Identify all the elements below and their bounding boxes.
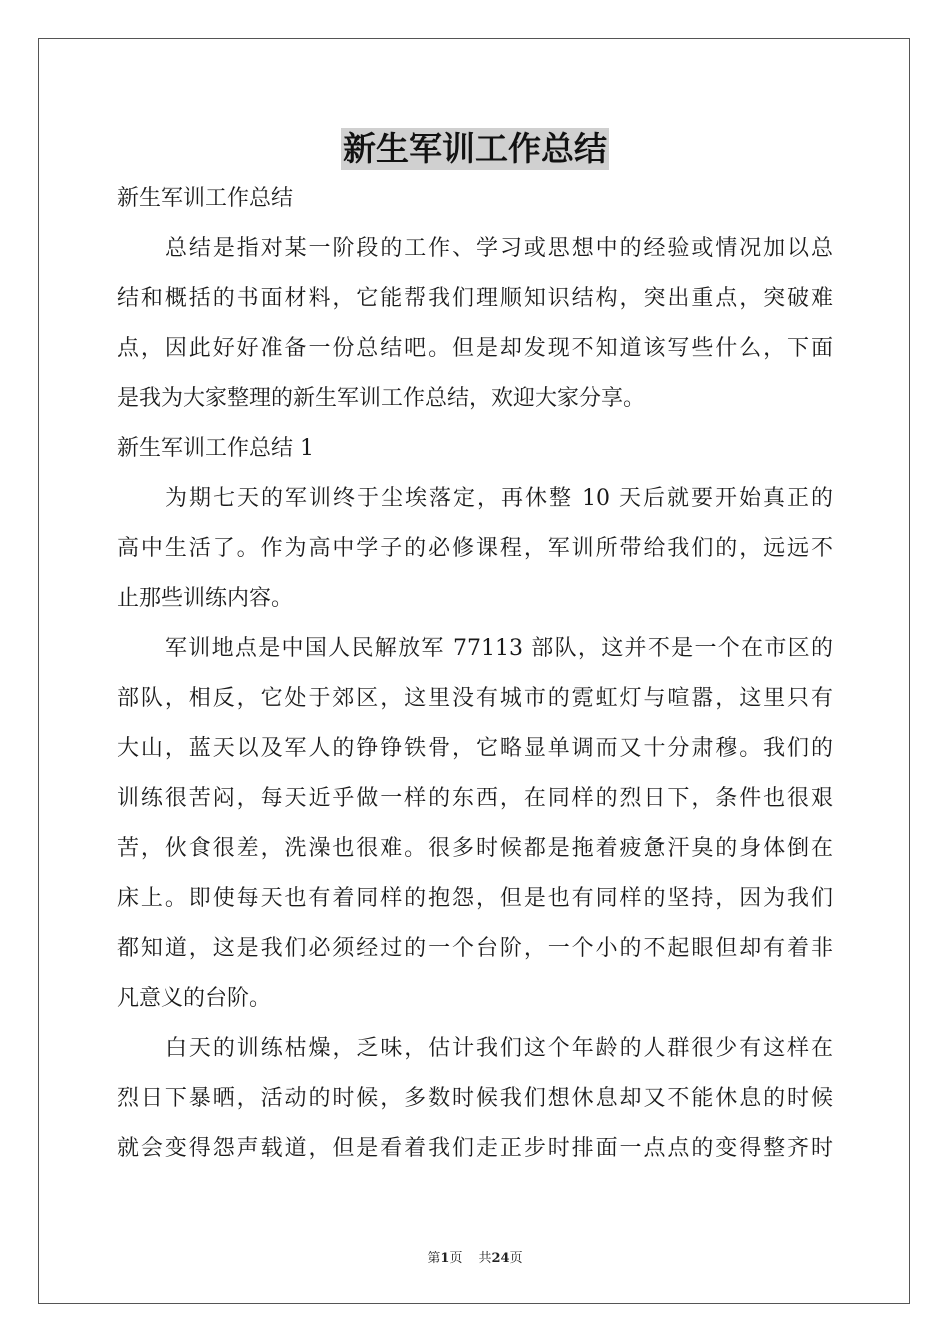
paragraph-line: 点，因此好好准备一份总结吧。但是却发现不知道该写些什么，下面 <box>117 336 833 361</box>
paragraph-line: 就会变得怨声载道，但是看着我们走正步时排面一点点的变得整齐时 <box>117 1136 833 1161</box>
page-title: 新生军训工作总结 <box>343 129 607 168</box>
paragraph-line: 苦，伙食很差，洗澡也很难。很多时候都是拖着疲惫汗臭的身体倒在 <box>117 836 833 861</box>
page-prefix: 第 <box>427 1251 441 1266</box>
page-suffix: 页 <box>449 1251 463 1266</box>
paragraph-line: 高中生活了。作为高中学子的必修课程，军训所带给我们的，远远不 <box>117 536 833 561</box>
paragraph-line: 白天的训练枯燥，乏味，估计我们这个年龄的人群很少有这样在 <box>165 1036 833 1061</box>
current-page-number: 1 <box>440 1251 450 1266</box>
paragraph-line: 止那些训练内容。 <box>117 586 294 611</box>
paragraph-line: 结和概括的书面材料，它能帮我们理顺知识结构，突出重点，突破难 <box>117 286 833 311</box>
paragraph-line: 床上。即使每天也有着同样的抱怨，但是也有同样的坚持，因为我们 <box>117 886 833 911</box>
paragraph-line: 总结是指对某一阶段的工作、学习或思想中的经验或情况加以总 <box>165 236 833 261</box>
paragraph-line: 是我为大家整理的新生军训工作总结，欢迎大家分享。 <box>117 386 646 411</box>
title-container <box>0 128 950 170</box>
total-page-count: 24 <box>491 1251 510 1266</box>
section-heading: 新生军训工作总结 1 <box>117 436 314 461</box>
paragraph-line: 烈日下暴晒，活动的时候，多数时候我们想休息却又不能休息的时候 <box>117 1086 833 1111</box>
page-footer <box>0 1247 950 1266</box>
section-heading: 新生军训工作总结 <box>117 186 294 211</box>
paragraph-line: 部队，相反，它处于郊区，这里没有城市的霓虹灯与喧嚣，这里只有 <box>117 686 833 711</box>
paragraph-line: 为期七天的军训终于尘埃落定，再休整 10 天后就要开始真正的 <box>165 486 833 511</box>
total-suffix: 页 <box>509 1251 523 1266</box>
paragraph-line: 军训地点是中国人民解放军 77113 部队，这并不是一个在市区的 <box>165 636 833 661</box>
paragraph-line: 大山，蓝天以及军人的铮铮铁骨，它略显单调而又十分肃穆。我们的 <box>117 736 833 761</box>
document-body <box>117 180 833 1180</box>
paragraph-line: 凡意义的台阶。 <box>117 986 272 1011</box>
paragraph-line: 训练很苦闷，每天近乎做一样的东西，在同样的烈日下，条件也很艰 <box>117 786 833 811</box>
paragraph-line: 都知道，这是我们必须经过的一个台阶，一个小的不起眼但却有着非 <box>117 936 833 961</box>
total-prefix: 共 <box>478 1251 492 1266</box>
